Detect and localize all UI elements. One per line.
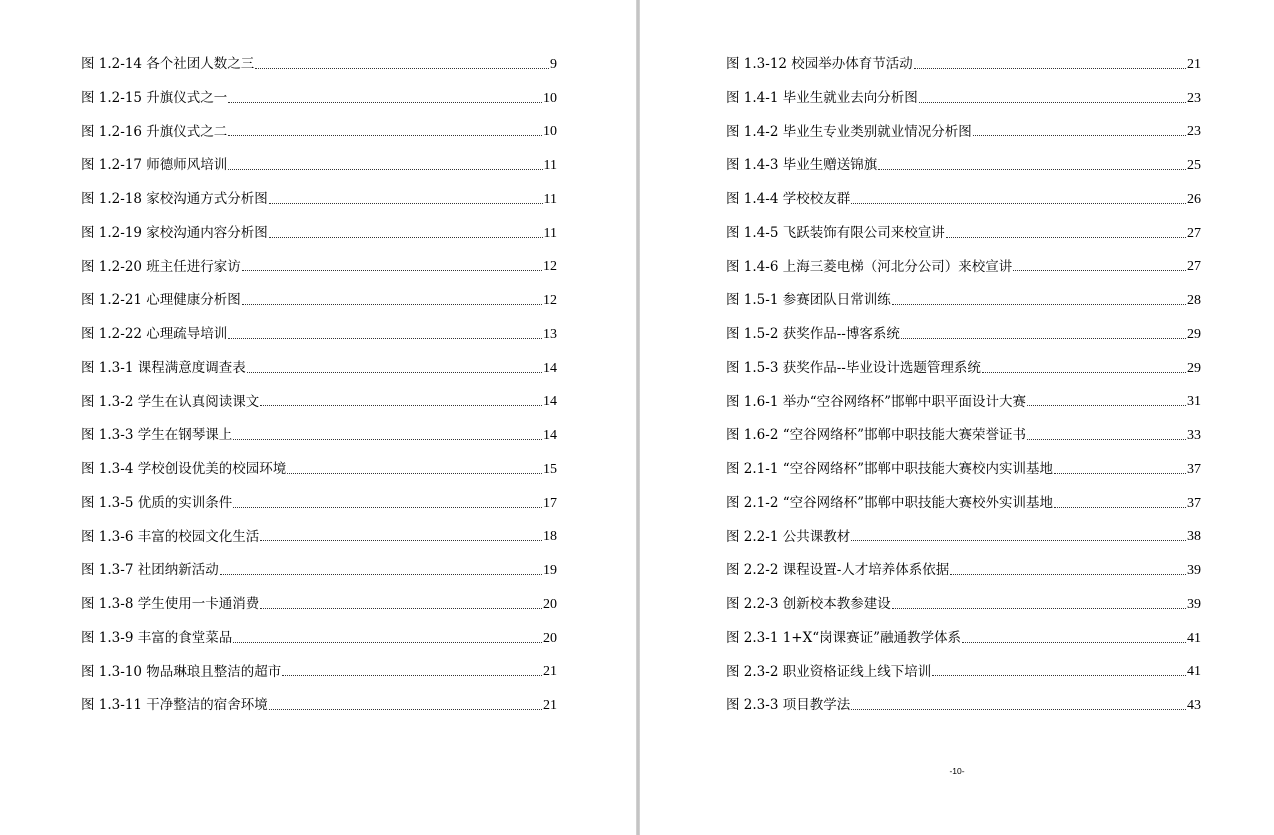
toc-entry[interactable] bbox=[81, 419, 557, 453]
dot-leader bbox=[260, 608, 542, 609]
dot-leader bbox=[919, 102, 1186, 103]
dot-leader bbox=[1027, 439, 1186, 440]
dot-leader bbox=[228, 135, 542, 136]
entry-label: 图 1.3-10 物品琳琅且整洁的超市 bbox=[81, 663, 282, 680]
toc-entry[interactable] bbox=[81, 622, 557, 656]
entry-page-number: 10 bbox=[543, 90, 557, 106]
entry-page-number: 23 bbox=[1187, 124, 1201, 140]
figure-list-right bbox=[726, 48, 1201, 723]
entry-label: 图 2.2-3 创新校本教参建设 bbox=[726, 596, 891, 613]
entry-label: 图 1.3-7 社团纳新活动 bbox=[81, 562, 219, 579]
toc-entry[interactable] bbox=[726, 622, 1201, 656]
toc-entry[interactable] bbox=[81, 318, 557, 352]
entry-page-number: 14 bbox=[543, 360, 557, 376]
toc-entry[interactable] bbox=[726, 116, 1201, 150]
entry-page-number: 21 bbox=[1187, 56, 1201, 72]
toc-entry[interactable] bbox=[726, 149, 1201, 183]
entry-page-number: 29 bbox=[1187, 360, 1201, 376]
entry-label: 图 1.5-3 获奖作品--毕业设计选题管理系统 bbox=[726, 359, 981, 376]
dot-leader bbox=[914, 68, 1186, 69]
entry-page-number: 15 bbox=[543, 461, 557, 477]
toc-entry[interactable] bbox=[81, 386, 557, 420]
toc-entry[interactable] bbox=[81, 689, 557, 723]
toc-entry[interactable] bbox=[726, 217, 1201, 251]
dot-leader bbox=[220, 574, 542, 575]
left-page bbox=[0, 0, 636, 835]
toc-entry[interactable] bbox=[726, 251, 1201, 285]
entry-page-number: 10 bbox=[543, 124, 557, 140]
entry-label: 图 1.4-6 上海三菱电梯（河北分公司）来校宣讲 bbox=[726, 258, 1013, 275]
entry-page-number: 14 bbox=[543, 428, 557, 444]
entry-label: 图 1.4-4 学校校友群 bbox=[726, 191, 851, 208]
entry-label: 图 1.2-16 升旗仪式之二 bbox=[81, 123, 228, 140]
toc-entry[interactable] bbox=[81, 656, 557, 690]
entry-label: 图 1.3-8 学生使用一卡通消费 bbox=[81, 596, 260, 613]
toc-entry[interactable] bbox=[726, 419, 1201, 453]
toc-entry[interactable] bbox=[81, 487, 557, 521]
entry-page-number: 26 bbox=[1187, 191, 1201, 207]
dot-leader bbox=[892, 304, 1186, 305]
dot-leader bbox=[260, 540, 542, 541]
entry-label: 图 1.3-5 优质的实训条件 bbox=[81, 494, 233, 511]
toc-entry[interactable] bbox=[726, 521, 1201, 555]
toc-entry[interactable] bbox=[726, 284, 1201, 318]
entry-page-number: 23 bbox=[1187, 90, 1201, 106]
entry-label: 图 2.2-1 公共课教材 bbox=[726, 528, 851, 545]
entry-label: 图 1.3-6 丰富的校园文化生活 bbox=[81, 528, 260, 545]
entry-label: 图 1.4-2 毕业生专业类别就业情况分析图 bbox=[726, 123, 972, 140]
toc-entry[interactable] bbox=[726, 588, 1201, 622]
entry-page-number: 9 bbox=[550, 56, 557, 72]
toc-entry[interactable] bbox=[726, 352, 1201, 386]
entry-label: 图 1.4-1 毕业生就业去向分析图 bbox=[726, 89, 918, 106]
toc-entry[interactable] bbox=[726, 183, 1201, 217]
dot-leader bbox=[851, 540, 1186, 541]
entry-page-number: 33 bbox=[1187, 428, 1201, 444]
dot-leader bbox=[228, 338, 542, 339]
dot-leader bbox=[1054, 473, 1186, 474]
toc-entry[interactable] bbox=[726, 656, 1201, 690]
dot-leader bbox=[260, 405, 542, 406]
dot-leader bbox=[1013, 270, 1186, 271]
toc-entry[interactable] bbox=[81, 521, 557, 555]
entry-label: 图 1.2-17 师德师风培训 bbox=[81, 157, 228, 174]
dot-leader bbox=[255, 68, 549, 69]
toc-entry[interactable] bbox=[726, 487, 1201, 521]
toc-entry[interactable] bbox=[81, 48, 557, 82]
toc-entry[interactable] bbox=[726, 48, 1201, 82]
dot-leader bbox=[242, 304, 542, 305]
entry-page-number: 29 bbox=[1187, 326, 1201, 342]
dot-leader bbox=[851, 709, 1186, 710]
toc-entry[interactable] bbox=[726, 453, 1201, 487]
toc-entry[interactable] bbox=[726, 689, 1201, 723]
dot-leader bbox=[282, 675, 542, 676]
toc-entry[interactable] bbox=[81, 554, 557, 588]
entry-label: 图 2.1-2 “空谷网络杯”邯郸中职技能大赛校外实训基地 bbox=[726, 494, 1054, 511]
dot-leader bbox=[946, 237, 1186, 238]
entry-label: 图 2.2-2 课程设置-人才培养体系依据 bbox=[726, 562, 950, 579]
entry-page-number: 25 bbox=[1187, 158, 1201, 174]
entry-label: 图 1.6-1 举办“空谷网络杯”邯郸中职平面设计大赛 bbox=[726, 393, 1027, 410]
dot-leader bbox=[851, 203, 1186, 204]
entry-label: 图 1.2-22 心理疏导培训 bbox=[81, 326, 228, 343]
toc-entry[interactable] bbox=[81, 116, 557, 150]
toc-entry[interactable] bbox=[81, 352, 557, 386]
entry-page-number: 28 bbox=[1187, 293, 1201, 309]
toc-entry[interactable] bbox=[81, 149, 557, 183]
dot-leader bbox=[242, 270, 542, 271]
dot-leader bbox=[982, 372, 1186, 373]
dot-leader bbox=[233, 642, 542, 643]
dot-leader bbox=[233, 439, 542, 440]
entry-page-number: 39 bbox=[1187, 596, 1201, 612]
entry-page-number: 20 bbox=[543, 596, 557, 612]
entry-page-number: 12 bbox=[543, 293, 557, 309]
right-page bbox=[640, 0, 1274, 835]
entry-label: 图 1.4-3 毕业生赠送锦旗 bbox=[726, 157, 878, 174]
entry-label: 图 1.6-2 “空谷网络杯”邯郸中职技能大赛荣誉证书 bbox=[726, 427, 1027, 444]
entry-page-number: 37 bbox=[1187, 495, 1201, 511]
dot-leader bbox=[269, 203, 543, 204]
entry-label: 图 1.2-15 升旗仪式之一 bbox=[81, 89, 228, 106]
toc-entry[interactable] bbox=[81, 251, 557, 285]
entry-label: 图 1.3-4 学校创设优美的校园环境 bbox=[81, 461, 287, 478]
entry-page-number: 21 bbox=[543, 698, 557, 714]
dot-leader bbox=[269, 237, 543, 238]
entry-page-number: 21 bbox=[543, 664, 557, 680]
entry-label: 图 1.3-9 丰富的食堂菜品 bbox=[81, 629, 233, 646]
entry-label: 图 1.3-1 课程满意度调查表 bbox=[81, 359, 246, 376]
dot-leader bbox=[247, 372, 542, 373]
entry-label: 图 1.2-21 心理健康分析图 bbox=[81, 292, 241, 309]
dot-leader bbox=[269, 709, 542, 710]
entry-label: 图 2.3-3 项目教学法 bbox=[726, 697, 851, 714]
entry-label: 图 1.2-19 家校沟通内容分析图 bbox=[81, 224, 268, 241]
entry-label: 图 1.4-5 飞跃装饰有限公司来校宣讲 bbox=[726, 224, 945, 241]
toc-entry[interactable] bbox=[81, 453, 557, 487]
entry-label: 图 1.3-12 校园举办体育节活动 bbox=[726, 56, 913, 73]
toc-entry[interactable] bbox=[726, 318, 1201, 352]
entry-label: 图 1.5-2 获奖作品--博客系统 bbox=[726, 326, 900, 343]
entry-label: 图 1.5-1 参赛团队日常训练 bbox=[726, 292, 891, 309]
entry-page-number: 27 bbox=[1187, 225, 1201, 241]
entry-page-number: 14 bbox=[543, 394, 557, 410]
dot-leader bbox=[228, 169, 542, 170]
entry-page-number: 11 bbox=[543, 158, 557, 174]
entry-page-number: 19 bbox=[543, 563, 557, 579]
figure-list-left bbox=[81, 48, 557, 723]
entry-label: 图 2.1-1 “空谷网络杯”邯郸中职技能大赛校内实训基地 bbox=[726, 461, 1054, 478]
toc-entry[interactable] bbox=[726, 554, 1201, 588]
entry-label: 图 1.3-3 学生在钢琴课上 bbox=[81, 427, 233, 444]
entry-page-number: 11 bbox=[543, 191, 557, 207]
entry-page-number: 27 bbox=[1187, 259, 1201, 275]
entry-label: 图 1.3-11 干净整洁的宿舍环境 bbox=[81, 697, 268, 714]
dot-leader bbox=[901, 338, 1186, 339]
dot-leader bbox=[950, 574, 1186, 575]
dot-leader bbox=[287, 473, 542, 474]
dot-leader bbox=[878, 169, 1186, 170]
toc-entry[interactable] bbox=[81, 82, 557, 116]
page-number: -10- bbox=[949, 766, 965, 776]
dot-leader bbox=[1027, 405, 1186, 406]
entry-label: 图 2.3-2 职业资格证线上线下培训 bbox=[726, 663, 932, 680]
toc-entry[interactable] bbox=[81, 217, 557, 251]
entry-page-number: 41 bbox=[1187, 664, 1201, 680]
entry-page-number: 43 bbox=[1187, 698, 1201, 714]
entry-label: 图 1.2-20 班主任进行家访 bbox=[81, 258, 241, 275]
entry-page-number: 39 bbox=[1187, 563, 1201, 579]
entry-page-number: 12 bbox=[543, 259, 557, 275]
entry-label: 图 2.3-1 1+X“岗课赛证”融通教学体系 bbox=[726, 629, 962, 646]
entry-page-number: 20 bbox=[543, 630, 557, 646]
entry-page-number: 31 bbox=[1187, 394, 1201, 410]
entry-page-number: 37 bbox=[1187, 461, 1201, 477]
dot-leader bbox=[962, 642, 1186, 643]
dot-leader bbox=[233, 507, 542, 508]
entry-page-number: 41 bbox=[1187, 630, 1201, 646]
dot-leader bbox=[892, 608, 1186, 609]
entry-page-number: 13 bbox=[543, 326, 557, 342]
entry-label: 图 1.2-14 各个社团人数之三 bbox=[81, 56, 255, 73]
toc-entry[interactable] bbox=[726, 82, 1201, 116]
entry-page-number: 17 bbox=[543, 495, 557, 511]
toc-entry[interactable] bbox=[81, 588, 557, 622]
entry-page-number: 38 bbox=[1187, 529, 1201, 545]
entry-page-number: 11 bbox=[543, 225, 557, 241]
entry-label: 图 1.3-2 学生在认真阅读课文 bbox=[81, 393, 260, 410]
toc-entry[interactable] bbox=[81, 284, 557, 318]
dot-leader bbox=[973, 135, 1186, 136]
toc-entry[interactable] bbox=[726, 386, 1201, 420]
dot-leader bbox=[228, 102, 542, 103]
entry-page-number: 18 bbox=[543, 529, 557, 545]
dot-leader bbox=[1054, 507, 1186, 508]
dot-leader bbox=[932, 675, 1186, 676]
toc-entry[interactable] bbox=[81, 183, 557, 217]
entry-label: 图 1.2-18 家校沟通方式分析图 bbox=[81, 191, 268, 208]
